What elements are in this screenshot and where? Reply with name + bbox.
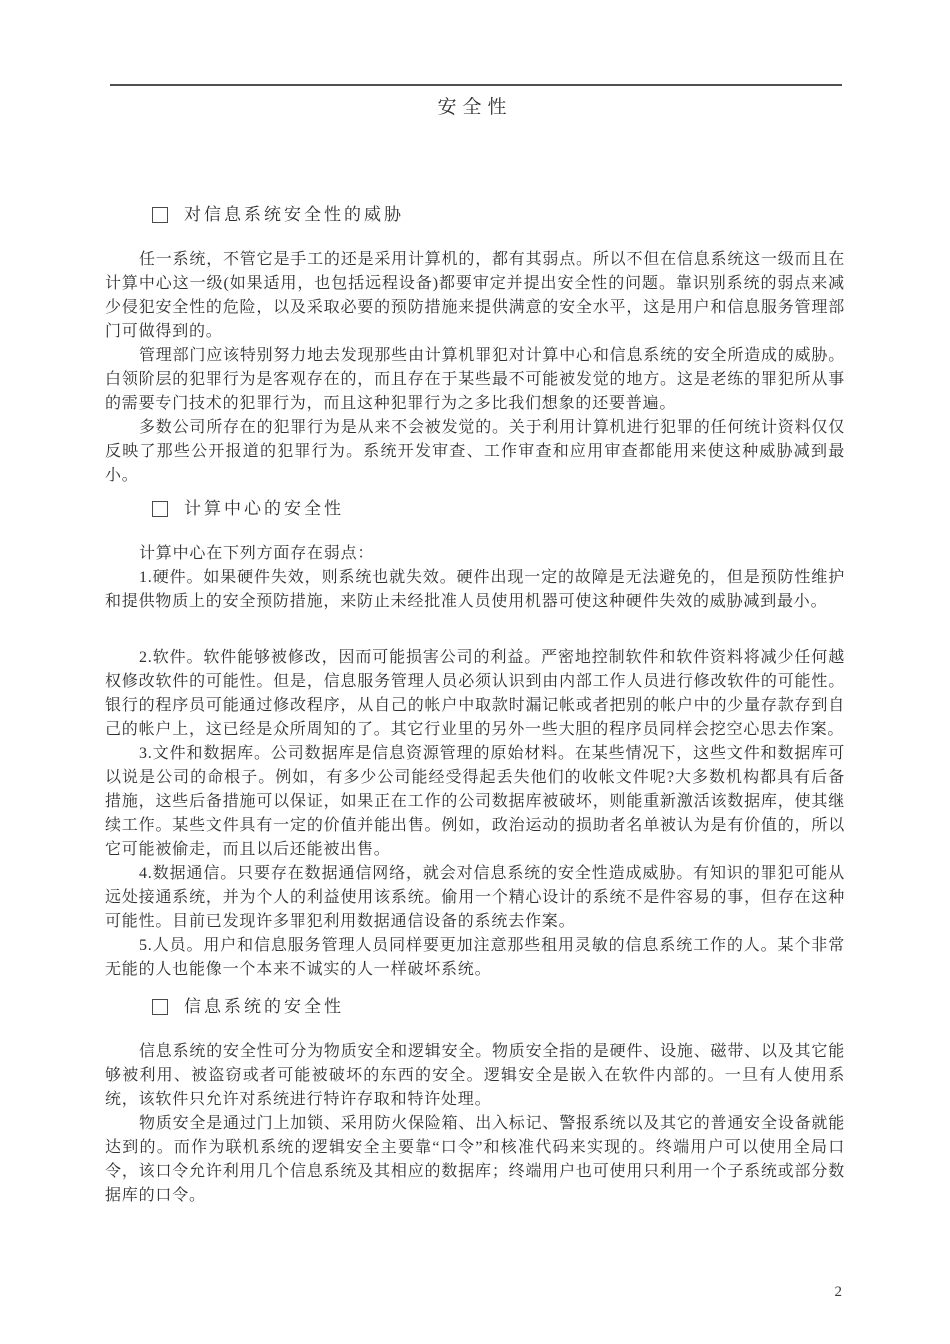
checkbox-bullet-icon: [152, 999, 168, 1015]
body-paragraph: 任一系统，不管它是手工的还是采用计算机的，都有其弱点。所以不但在信息系统这一级而且在计算中心这一级(如果适用，也包括远程设备)都要审定并提出安全性的问题。靠识别系统的弱点来减少侵犯安全性的危险，以及采取必要的预防措施来提供满意的安全水平，这是用户和信息服务管理部门可做得到的。: [105, 251, 845, 340]
body-paragraph: 管理部门应该特别努力地去发现那些由计算机罪犯对计算中心和信息系统的安全所造成的威胁。白领阶层的犯罪行为是客观存在的，而且存在于某些最不可能被发觉的地方。这是老练的罪犯所从事的需要专门技术的犯罪行为，而且这种犯罪行为之多比我们想象的还要普遍。: [105, 347, 845, 412]
checkbox-bullet-icon: [152, 207, 168, 223]
body-paragraph: 5.人员。用户和信息服务管理人员同样要更加注意那些租用灵敏的信息系统工作的人。某个非常无能的人也能像一个本来不诚实的人一样破坏系统。: [105, 937, 845, 978]
body-paragraph: 信息系统的安全性可分为物质安全和逻辑安全。物质安全指的是硬件、设施、磁带、以及其它能够被利用、被盗窃或者可能被破坏的东西的安全。逻辑安全是嵌入在软件内部的。一旦有人使用系统，该软件只允许对系统进行特许存取和特许处理。: [105, 1043, 845, 1108]
page-title: 安全性: [437, 97, 513, 118]
body-paragraph: 1.硬件。如果硬件失效，则系统也就失效。硬件出现一定的故障是无法避免的，但是预防性维护和提供物质上的安全预防措施，来防止未经批准人员使用机器可使这种硬件失效的威胁减到最小。: [105, 569, 845, 610]
page-content: [105, 96, 845, 1208]
page-number: 2: [834, 1284, 842, 1300]
body-paragraph: 2.软件。软件能够被修改，因而可能损害公司的利益。严密地控制软件和软件资料将减少任何越权修改软件的可能性。但是，信息服务管理人员必须认识到由内部工作人员进行修改软件的可能性。银行的程序员可能通过修改程序，从自己的帐户中取款时漏记帐或者把别的帐户中的少量存款存到自己的帐户上，这已经是众所周知的了。其它行业里的另外一些大胆的程序员同样会挖空心思去作案。: [105, 649, 845, 738]
body-paragraph: 4.数据通信。只要存在数据通信网络，就会对信息系统的安全性造成威胁。有知识的罪犯可能从远处接通系统，并为个人的利益使用该系统。偷用一个精心设计的系统不是件容易的事，但存在这种可能性。目前已发现许多罪犯利用数据通信设备的系统去作案。: [105, 865, 845, 930]
body-paragraph: 物质安全是通过门上加锁、采用防火保险箱、出入标记、警报系统以及其它的普通安全设备就能达到的。而作为联机系统的逻辑安全主要靠“口令”和核准代码来实现的。终端用户可以使用全局口令，该口令允许利用几个信息系统及其相应的数据库；终端用户也可使用只利用一个子系统或部分数据库的口令。: [105, 1115, 845, 1204]
body-paragraph: 多数公司所存在的犯罪行为是从来不会被发觉的。关于利用计算机进行犯罪的任何统计资料仅仅反映了那些公开报道的犯罪行为。系统开发审查、工作审查和应用审查都能用来使这种威胁减到最小。: [105, 419, 845, 484]
header-rule: [110, 84, 842, 86]
section-heading-information-systems: [152, 996, 845, 1018]
section-heading-threats: [152, 204, 845, 226]
section-heading-label: 信息系统的安全性: [184, 997, 344, 1016]
checkbox-bullet-icon: [152, 501, 168, 517]
section-heading-label: 计算中心的安全性: [184, 499, 344, 518]
section-heading-computing-center: [152, 498, 845, 520]
section-heading-label: 对信息系统安全性的威胁: [184, 205, 404, 224]
body-paragraph: 3.文件和数据库。公司数据库是信息资源管理的原始材料。在某些情况下，这些文件和数据库可以说是公司的命根子。例如，有多少公司能经受得起丢失他们的收帐文件呢?大多数机构都具有后备措施，这些后备措施可以保证，如果正在工作的公司数据库被破坏，则能重新激活该数据库，使其继续工作。某些文件具有一定的价值并能出售。例如，政治运动的损助者名单被认为是有价值的，所以它可能被偷走，而且以后还能被出售。: [105, 745, 845, 858]
body-paragraph: 计算中心在下列方面存在弱点：: [139, 545, 375, 562]
